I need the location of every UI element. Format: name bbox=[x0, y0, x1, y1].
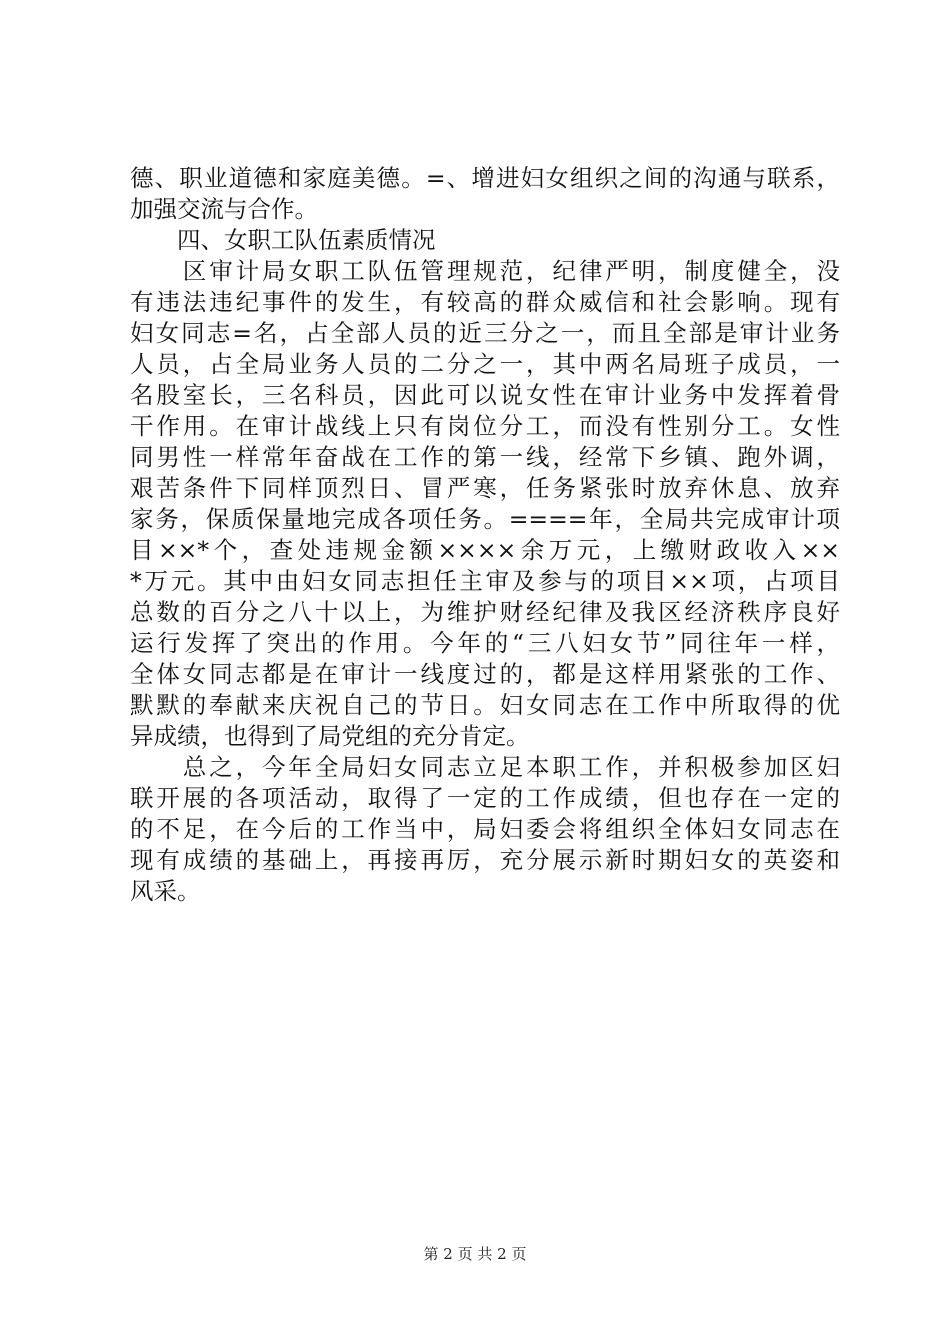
text-line: 名股室长，三名科员，因此可以说女性在审计业务中发挥着骨 bbox=[130, 381, 840, 409]
text-line: *万元。其中由妇女同志担任主审及参与的项目××项，占项目 bbox=[130, 567, 840, 595]
text-line: 干作用。在审计战线上只有岗位分工，而没有性别分工。女性 bbox=[130, 412, 840, 440]
page-footer: 第 2 页 共 2 页 bbox=[423, 1245, 527, 1263]
text-line: 默默的奉献来庆祝自己的节日。妇女同志在工作中所取得的优 bbox=[130, 691, 840, 719]
text-line: 加强交流与合作。 bbox=[130, 195, 318, 223]
text-line: 联开展的各项活动，取得了一定的工作成绩，但也存在一定的 bbox=[130, 784, 840, 812]
section-heading: 四、女职工队伍素质情况 bbox=[130, 226, 436, 254]
text-line: 异成绩，也得到了局党组的充分肯定。 bbox=[130, 722, 530, 750]
text-line: 运行发挥了突出的作用。今年的“三八妇女节”同往年一样， bbox=[130, 629, 840, 657]
text-line: 有违法违纪事件的发生，有较高的群众威信和社会影响。现有 bbox=[130, 288, 840, 316]
text-line: 目××*个，查处违规金额××××余万元，上缴财政收入×× bbox=[130, 536, 840, 564]
text-line: 总数的百分之八十以上，为维护财经纪律及我区经济秩序良好 bbox=[130, 598, 840, 626]
text-line: 现有成绩的基础上，再接再厉，充分展示新时期妇女的英姿和 bbox=[130, 846, 840, 874]
text-line: 的不足，在今后的工作当中，局妇委会将组织全体妇女同志在 bbox=[130, 815, 840, 843]
text-line: 风采。 bbox=[130, 877, 201, 905]
text-line: 妇女同志=名，占全部人员的近三分之一，而且全部是审计业务 bbox=[130, 319, 840, 347]
text-line: 全体女同志都是在审计一线度过的，都是这样用紧张的工作、 bbox=[130, 660, 840, 688]
document-body bbox=[130, 163, 840, 907]
text-line: 总之，今年全局妇女同志立足本职工作，并积极参加区妇 bbox=[130, 753, 840, 781]
text-line: 区审计局女职工队伍管理规范，纪律严明，制度健全，没 bbox=[130, 257, 840, 285]
text-line: 德、职业道德和家庭美德。=、增进妇女组织之间的沟通与联系， bbox=[130, 164, 840, 192]
text-line: 同男性一样常年奋战在工作的第一线，经常下乡镇、跑外调， bbox=[130, 443, 840, 471]
text-line: 人员，占全局业务人员的二分之一，其中两名局班子成员，一 bbox=[130, 350, 840, 378]
text-line: 家务，保质保量地完成各项任务。====年，全局共完成审计项 bbox=[130, 505, 840, 533]
text-line: 艰苦条件下同样顶烈日、冒严寒，任务紧张时放弃休息、放弃 bbox=[130, 474, 840, 502]
